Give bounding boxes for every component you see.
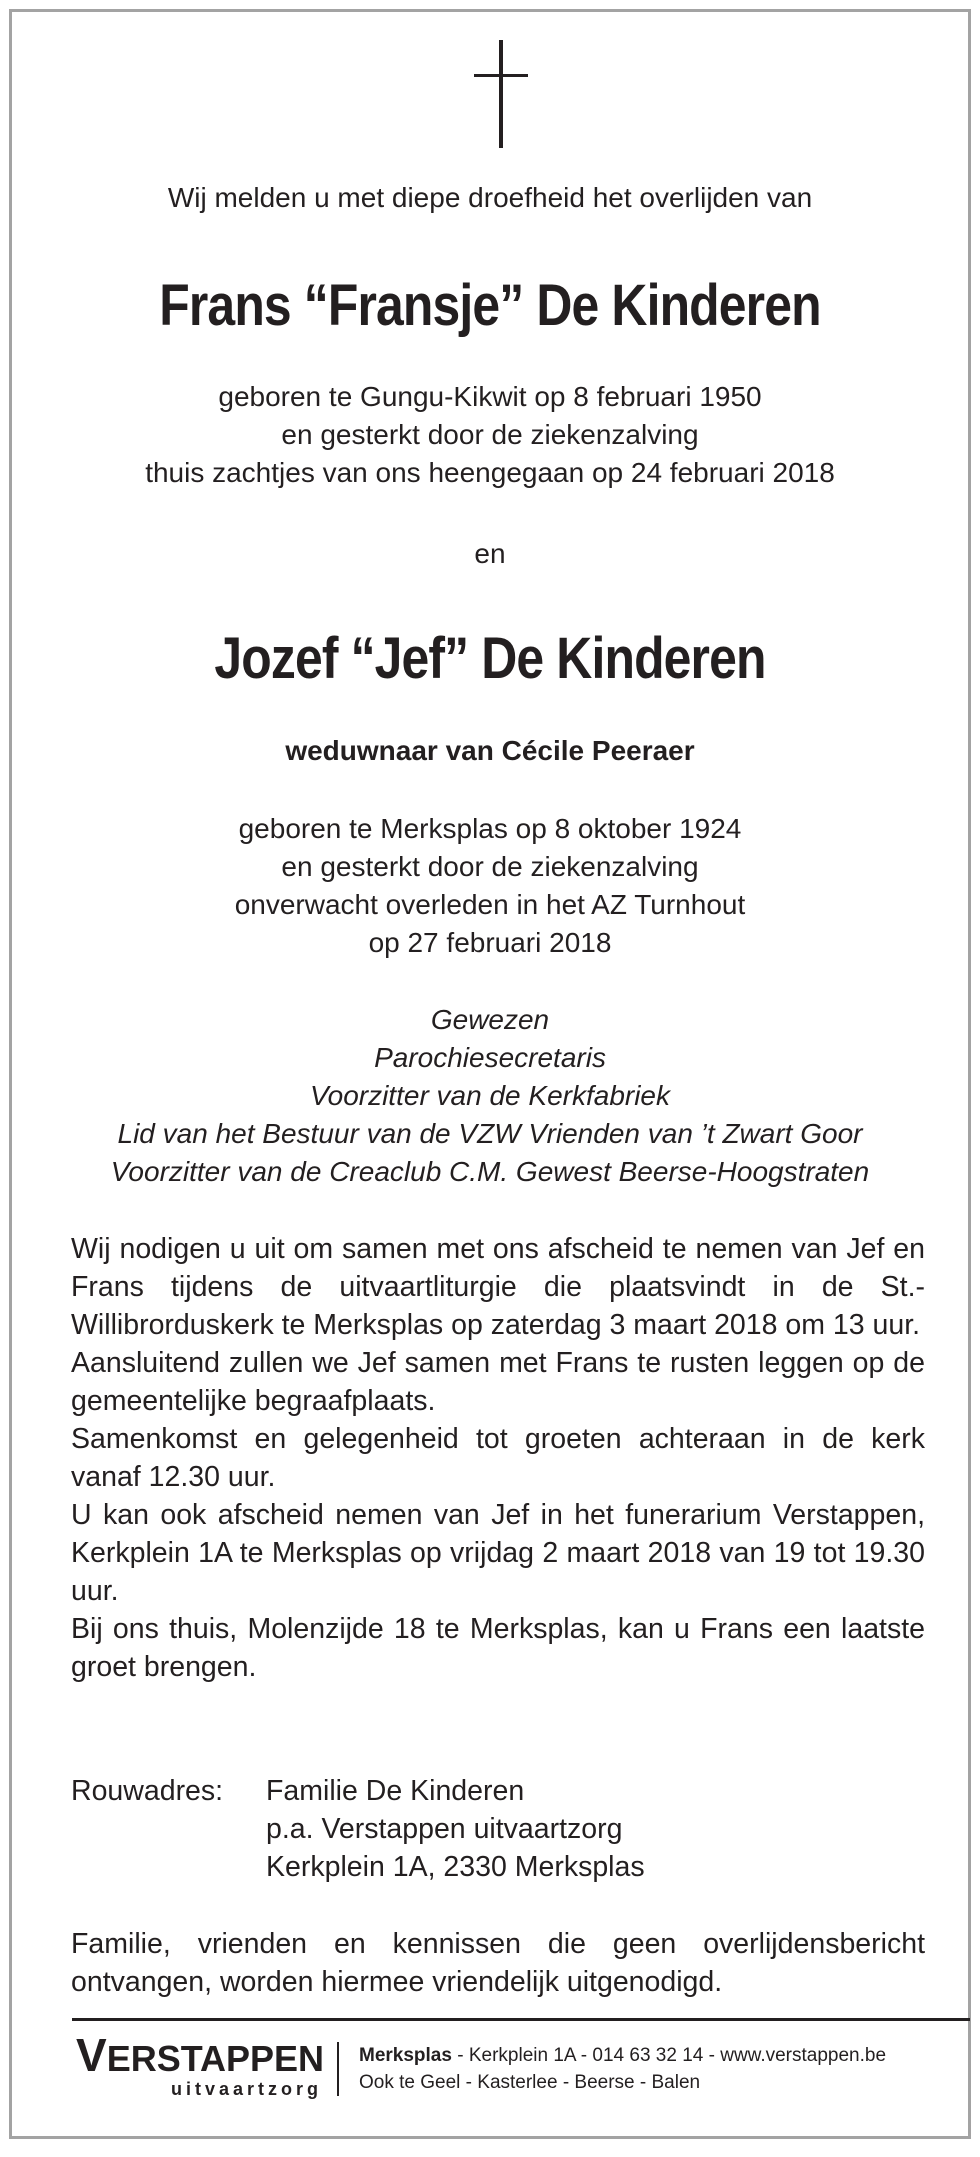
paragraph: U kan ook afscheid nemen van Jef in het funerarium Verstappen, Kerkplein 1A te Merksplas op vrijdag 2 maart 2018 van 19 tot 19.30 uur. [71,1499,925,1607]
address-label: Rouwadres: [71,1775,224,1807]
footer-divider [72,2018,970,2021]
role-line: Voorzitter van de Kerkfabriek [309,1080,671,1111]
logo-rest: ERSTAPPEN [106,2038,325,2079]
cross-icon [474,40,528,148]
ceremony-text [71,1230,925,1686]
address-lines [266,1772,645,1886]
detail-line: geboren te Gungu-Kikwit op 8 februari 1950 [218,381,762,412]
closing-invitation: Familie, vrienden en kennissen die geen overlijdensbericht ontvangen, worden hiermee vriendelijk uitgenodigd. [71,1928,925,1998]
conjunction-text: en [474,538,506,569]
detail-line: thuis zachtjes van ons heengegaan op 24 februari 2018 [145,457,835,488]
contact-line [359,2042,886,2069]
deceased-name-2: Jozef “Jef” De Kinderen [214,626,766,691]
footer-separator [337,2042,339,2096]
widower-line: weduwnaar van Cécile Peeraer [285,735,695,766]
contact-details: - Kerkplein 1A - 014 63 32 14 - www.verstappen.be [451,2045,887,2066]
funeral-home-logo [76,2029,325,2100]
detail-line: en gesterkt door de ziekenzalving [281,419,699,450]
logo-wordmark [76,2029,325,2081]
detail-line: geboren te Merksplas op 8 oktober 1924 [238,813,742,844]
deceased-2-details [12,810,968,962]
paragraph: Bij ons thuis, Molenzijde 18 te Merksplas, kan u Frans een laatste groet brengen. [71,1613,925,1683]
detail-line: onverwacht overleden in het AZ Turnhout [234,889,746,920]
paragraph: Wij nodigen u uit om samen met ons afscheid te nemen van Jef en Frans tijdens de uitvaartliturgie die plaatsvindt in de St.-Willibrorduskerk te Merksplas op zaterdag 3 maart 2018 om 13 uur. [71,1233,925,1341]
role-line: Lid van het Bestuur van de VZW Vrienden van ’t Zwart Goor [117,1118,863,1149]
deceased-1-details [12,378,968,492]
paragraph: Aansluitend zullen we Jef samen met Frans te rusten leggen op de gemeentelijke begraafplaats. [71,1347,925,1417]
branches-line: Ook te Geel - Kasterlee - Beerse - Balen [359,2072,701,2093]
detail-line: en gesterkt door de ziekenzalving [281,851,699,882]
logo-initial: V [76,2029,107,2081]
footer-contact [359,2042,886,2096]
logo-subtitle: uitvaartzorg [170,2079,322,2099]
address-line: Familie De Kinderen [266,1775,525,1807]
detail-line: op 27 februari 2018 [368,927,612,958]
intro-text: Wij melden u met diepe droefheid het overlijden van [167,182,813,213]
role-line: Voorzitter van de Creaclub C.M. Gewest Beerse-Hoogstraten [110,1156,870,1187]
address-line: Kerkplein 1A, 2330 Merksplas [266,1851,645,1883]
obituary-notice [9,9,971,2139]
address-line: p.a. Verstappen uitvaartzorg [266,1813,623,1845]
role-line: Parochiesecretaris [374,1042,606,1073]
contact-town: Merksplas [359,2045,452,2066]
role-line: Gewezen [430,1004,550,1035]
roles-list [12,1001,968,1191]
deceased-name-1: Frans “Fransje” De Kinderen [159,273,821,338]
paragraph: Samenkomst en gelegenheid tot groeten achteraan in de kerk vanaf 12.30 uur. [71,1423,925,1493]
